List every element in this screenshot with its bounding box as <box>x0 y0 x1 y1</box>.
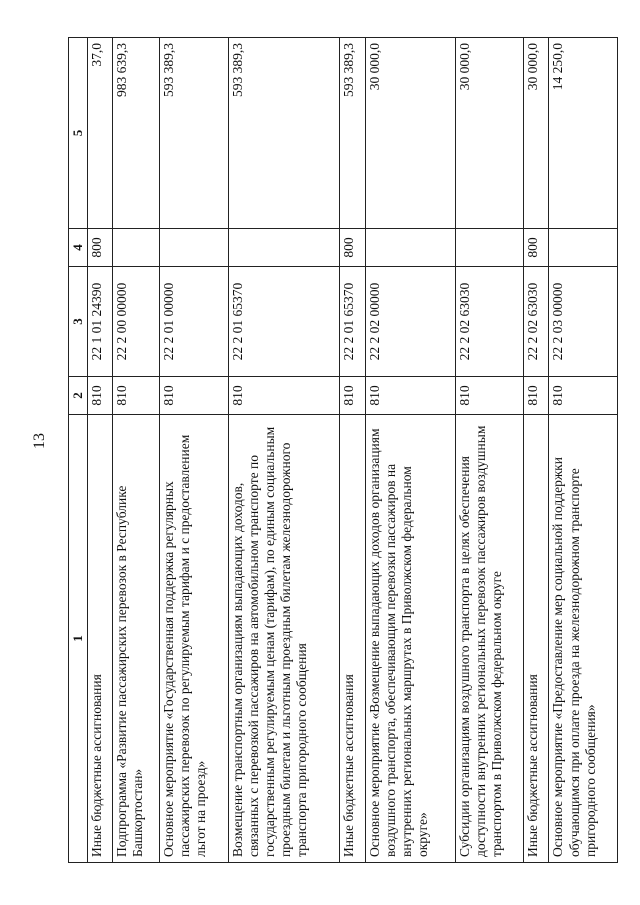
row-target-article: 22 2 02 63030 <box>523 267 548 377</box>
row-target-article: 22 2 03 00000 <box>549 267 618 377</box>
row-target-article: 22 1 01 24390 <box>87 267 112 377</box>
table-row <box>87 38 112 863</box>
header-col-3: 3 <box>69 267 88 377</box>
row-sum: 593 389,3 <box>160 38 228 229</box>
header-col-4: 4 <box>69 229 88 267</box>
row-sum: 593 389,3 <box>340 38 365 229</box>
row-code: 810 <box>113 377 160 415</box>
row-code: 810 <box>340 377 365 415</box>
row-code: 810 <box>523 377 548 415</box>
row-sum: 30 000,0 <box>523 38 548 229</box>
row-target-article: 22 2 01 00000 <box>160 267 228 377</box>
row-name: Субсидии организациям воздушного транспорта в целях обеспечения доступности внутренних региональных перевозок пассажиров воздушным транспортом в Приволжском федеральном округе <box>455 415 523 863</box>
row-code: 810 <box>160 377 228 415</box>
budget-table <box>68 37 618 863</box>
row-target-article: 22 2 01 65370 <box>340 267 365 377</box>
row-name: Иные бюджетные ассигнования <box>340 415 365 863</box>
row-code: 810 <box>87 377 112 415</box>
table-row <box>340 38 365 863</box>
row-target-article: 22 2 02 00000 <box>365 267 455 377</box>
row-sum: 983 639,3 <box>113 38 160 229</box>
row-target-article: 22 2 02 63030 <box>455 267 523 377</box>
row-code: 810 <box>228 377 339 415</box>
header-col-2: 2 <box>69 377 88 415</box>
row-target-article: 22 2 00 00000 <box>113 267 160 377</box>
table-row <box>523 38 548 863</box>
header-col-1: 1 <box>69 415 88 863</box>
row-name: Иные бюджетные ассигнования <box>523 415 548 863</box>
row-sum: 593 389,3 <box>228 38 339 229</box>
table-row <box>113 38 160 863</box>
row-expense-type: 800 <box>340 229 365 267</box>
row-expense-type <box>549 229 618 267</box>
rotated-table-container <box>68 38 618 863</box>
row-sum: 30 000,0 <box>365 38 455 229</box>
row-name: Основное мероприятие «Государственная поддержка регулярных пассажирских перевозок по регулируемым тарифам и с предоставлением льгот на проезд» <box>160 415 228 863</box>
row-sum: 14 250,0 <box>549 38 618 229</box>
row-expense-type <box>455 229 523 267</box>
row-name: Иные бюджетные ассигнования <box>87 415 112 863</box>
row-code: 810 <box>549 377 618 415</box>
row-name: Возмещение транспортным организациям выпадающих доходов, связанных с перевозкой пассажиров на автомобильном транспорте по государственным регулируемым ценам (тарифам), по единым социальным проездным билетам и льготным проездным билетам железнодорожного транспорта пригородного сообщения <box>228 415 339 863</box>
row-sum: 30 000,0 <box>455 38 523 229</box>
header-row <box>69 38 88 863</box>
row-code: 810 <box>365 377 455 415</box>
table-row <box>160 38 228 863</box>
page-number: 13 <box>31 433 48 449</box>
table-row <box>549 38 618 863</box>
row-expense-type <box>160 229 228 267</box>
table-row <box>228 38 339 863</box>
header-col-5: 5 <box>69 38 88 229</box>
row-expense-type: 800 <box>87 229 112 267</box>
table-row <box>455 38 523 863</box>
row-target-article: 22 2 01 65370 <box>228 267 339 377</box>
row-name: Подпрограмма «Развитие пассажирских перевозок в Республике Башкортостан» <box>113 415 160 863</box>
row-name: Основное мероприятие «Предоставление мер социальной поддержки обучающимся при оплате проезда на железнодорожном транспорте пригородного сообщения» <box>549 415 618 863</box>
row-expense-type <box>113 229 160 267</box>
row-expense-type: 800 <box>523 229 548 267</box>
row-expense-type <box>365 229 455 267</box>
row-sum: 37,0 <box>87 38 112 229</box>
table-row <box>365 38 455 863</box>
row-name: Основное мероприятие «Возмещение выпадающих доходов организациям воздушного транспорта, обеспечивающим перевозки пассажиров на внутренних региональных маршрутах в Приволжском федеральном округе» <box>365 415 455 863</box>
row-expense-type <box>228 229 339 267</box>
row-code: 810 <box>455 377 523 415</box>
